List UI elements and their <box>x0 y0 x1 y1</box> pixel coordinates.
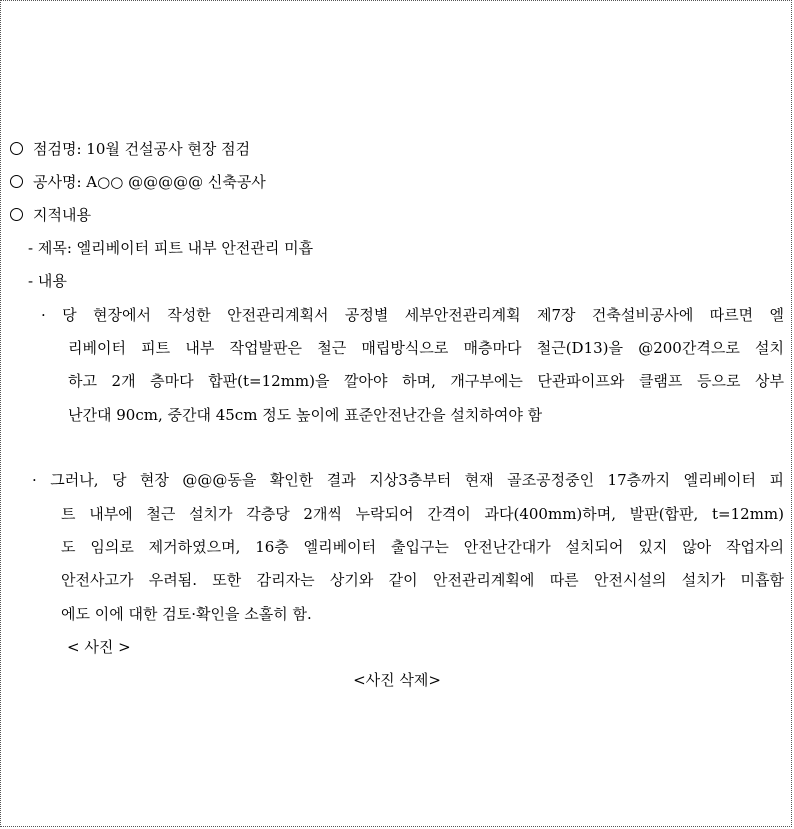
inspection-name-text: 점검명: 10월 건설공사 현장 점검 <box>33 140 251 158</box>
content-label: - 내용 <box>28 272 67 290</box>
findings-text: 지적내용 <box>33 206 91 224</box>
findings-item <box>10 205 91 225</box>
paragraph2-line2: 트 내부에 철근 설치가 각층당 2개씩 누락되어 간격이 과다(400mm)하며, 발판(합판, t=12mm) <box>61 505 784 523</box>
project-name-text: 공사명: A○○ @@@@@ 신축공사 <box>33 173 266 191</box>
paragraph2-line1: · 그러나, 당 현장 @@@동을 확인한 결과 지상3층부터 현재 골조공정중인 17층까지 엘리베이터 피 <box>32 471 784 489</box>
circle-bullet-icon <box>10 175 23 188</box>
photo-deleted-label: <사진 삭제> <box>353 671 441 689</box>
paragraph2-line4: 안전사고가 우려됨. 또한 감리자는 상기와 같이 안전관리계획에 따른 안전시설의 설치가 미흡함 <box>61 571 784 589</box>
paragraph2-line5: 에도 이에 대한 검토·확인을 소홀히 함. <box>61 605 312 623</box>
paragraph1-line2: 리베이터 피트 내부 작업발판은 철근 매립방식으로 매층마다 철근(D13)을 @200간격으로 설치 <box>68 339 784 357</box>
paragraph2-line3: 도 임의로 제거하였으며, 16층 엘리베이터 출입구는 안전난간대가 설치되어 있지 않아 작업자의 <box>61 538 784 556</box>
project-name-item <box>10 172 266 192</box>
paragraph1-line1: · 당 현장에서 작성한 안전관리계획서 공정별 세부안전관리계획 제7장 건축설비공사에 따르면 엘 <box>41 306 784 324</box>
inspection-name-item <box>10 139 250 159</box>
paragraph1-line4: 난간대 90cm, 중간대 45cm 정도 높이에 표준안전난간을 설치하여야 함 <box>68 406 543 424</box>
circle-bullet-icon <box>10 142 23 155</box>
paragraph1-line3: 하고 2개 층마다 합판(t=12mm)을 깔아야 하며, 개구부에는 단관파이프와 클램프 등으로 상부 <box>68 372 784 390</box>
circle-bullet-icon <box>10 208 23 221</box>
photo-label: < 사진 > <box>67 638 131 656</box>
subject-line: - 제목: 엘리베이터 피트 내부 안전관리 미흡 <box>28 239 314 257</box>
